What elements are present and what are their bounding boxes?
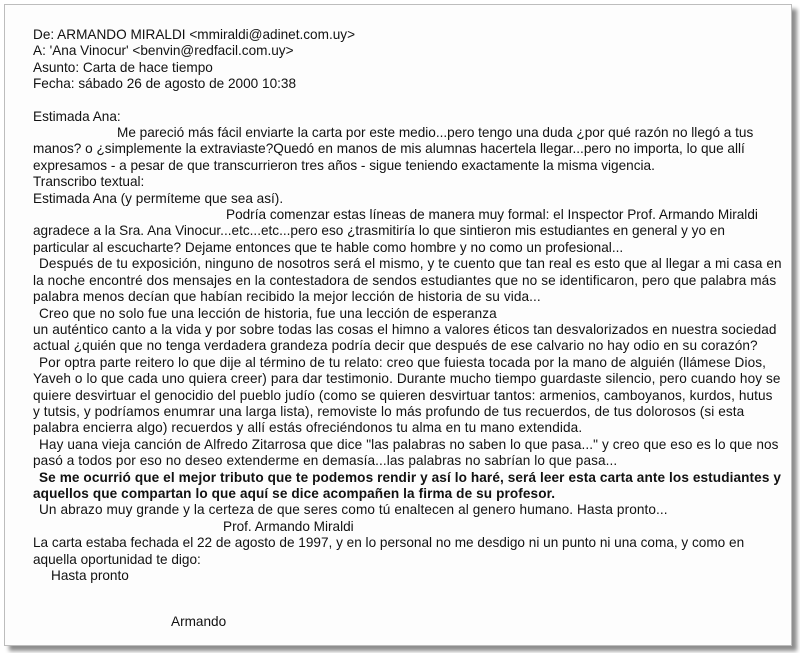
from-line: De: ARMANDO MIRALDI <mmiraldi@adinet.com.uy> [33,27,356,42]
paragraph-leccion: Creo que no solo fue una lección de historia, fue una lección de esperanza [39,305,497,321]
letter-greeting: Estimada Ana (y permíteme que sea así). [33,190,284,206]
paragraph-abrazo: Un abrazo muy grande y la certeza de que seres como tú enaltecen al genero humano. Hasta pronto... [39,502,668,518]
paragraph-zitarrosa: Hay uana vieja canción de Alfredo Zitarrosa que dice "las palabras no saben lo que pasa..." y creo que eso es lo que nos pasó a todos por eso no deseo extenderme en demasía...las palabras no sabrían lo que pasa... [33,436,779,469]
greeting: Estimada Ana: [33,108,121,124]
transcribo-label: Transcribo textual: [33,174,145,190]
subject-line: Asunto: Carta de hace tiempo [33,59,213,75]
paragraph-canto: un auténtico canto a la vida y por sobre todas las cosas el himno a valores éticos tan desvalorizados en nuestra sociedad actual ¿quién que no tenga verdadera grandeza podría decir que después de ese calvario no hay odio en su corazón? [33,321,777,354]
scanned-page [4,4,792,646]
email-header [33,27,783,93]
to-line: A: 'Ana Vinocur' <benvin@redfacil.com.uy> [33,43,294,59]
paragraph-fecha: La carta estaba fechada el 22 de agosto de 1997, y en lo personal no me desdigo ni un punto ni una coma, y como en aquella oportunidad te digo: [33,535,745,567]
email-document [33,27,783,631]
paragraph-exposicion: Después de tu exposición, ninguno de nosotros será el mismo, y te cuento que tan real es esto que al llegar a mi casa en la noche encontré dos mensajes en la contestadora de sendos estudiantes que no se identificaron, pero que palabra más palabra menos decían que habían recibido la mejor lección de historia de su vida... [33,256,782,305]
letter-body-bold [33,256,783,519]
paragraph-formal: Podría comenzar estas líneas de manera muy formal: el Inspector Prof. Armando Miraldi agradece a la Sra. Ana Vinocur...etc...etc...pero eso ¿trasmitiría lo que sintieron mis estudiantes en general y yo en particular al escucharte? Dejame entonces que te hable como hombre y no como un profesional... [33,207,758,255]
paragraph-testimonio: Por optra parte reitero lo que dije al término de tu relato: creo que fuiesta tocada por la mano de alguién (llámese Dios, Yaveh o lo que cada uno quiera creer) para dar testimonio. Durante mucho tiempo guardaste silencio, pero cuando hoy se quiere desvirtuar el genocidio del pueblo judío (como se quieren desvirtuar tantos: armenios, camboyanos, kurdos, hutus y tutsis, y podríamos enumrar una larga lista), removiste lo más profundo de tus recuerdos, de tus dolorosos (si esta palabra encierra algo) recuerdos y allí estás ofreciéndonos tu alma en tu mano extendida. [33,354,781,436]
paragraph-tributo: Se me ocurrió que el mejor tributo que te podemos rendir y así lo haré, será leer esta carta ante los estudiantes y aquellos que compartan lo que aquí se dice acompañen la firma de su profesor. [33,469,782,501]
paragraph-intro: Me pareció más fácil enviarte la carta por este medio...pero tengo una duda ¿por qué razón no llegó a tus manos? o ¿simplemente la extraviaste?Quedó en manos de mis alumnas hacertela llegar...pero no importa, lo que allí expresamos - a pesar de que transcurrieron tres años - sigue teniendo exactamente la misma vigencia. [33,125,754,173]
signature-prof: Prof. Armando Miraldi [223,518,354,534]
date-line: Fecha: sábado 26 de agosto de 2000 10:38 [33,76,297,92]
closing-line: Hasta pronto [51,568,129,583]
signature-name: Armando [171,614,227,630]
